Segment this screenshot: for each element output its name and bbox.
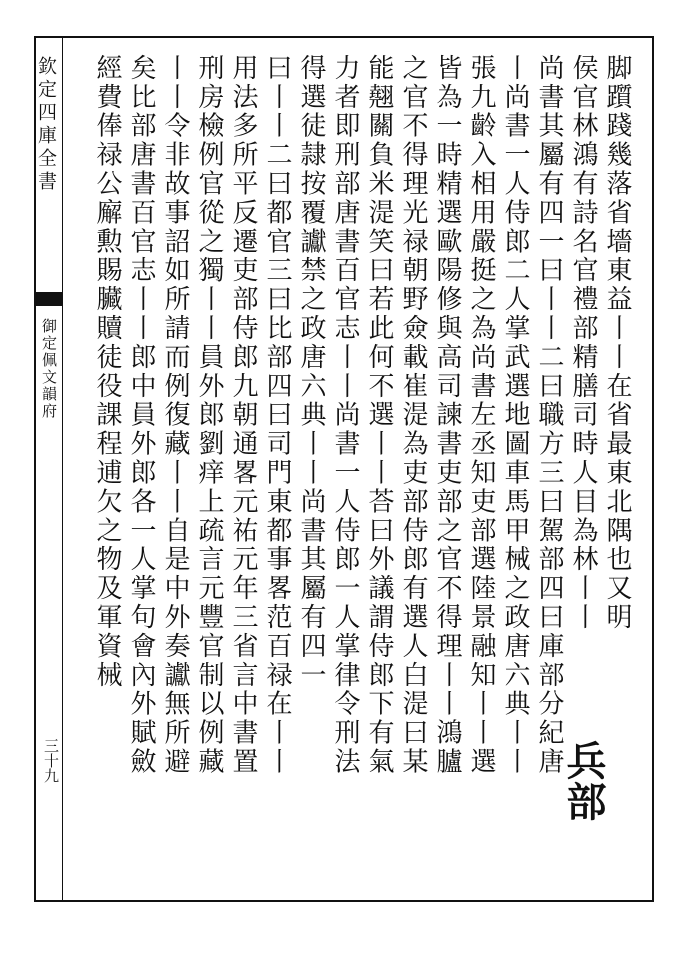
section-heading-bing-bu: 兵部 bbox=[560, 740, 607, 822]
right-border bbox=[652, 36, 654, 902]
text-column-3: 尚書其屬有四一曰丨丨二曰職方三曰駕部四曰庫部分紀唐 bbox=[534, 54, 564, 777]
text-column-15: 矣比部唐書百官志丨丨郎中員外郎各一人掌句會內外賦斂 bbox=[126, 54, 156, 777]
text-column-10: 得選徒隷按覆讞禁之政唐六典丨丨尚書其屬有四一 bbox=[296, 54, 326, 690]
text-column-14: 丨丨令非故事詔如所請而例復藏丨丨自是中外奏讞無所避 bbox=[160, 54, 190, 777]
text-column-6: 皆為一時精選歐陽修與高司諫書吏部之官不得理丨丨鴻臚 bbox=[432, 54, 462, 777]
fish-tail-mark bbox=[34, 292, 62, 306]
text-column-7: 之官不得理光禄朝野僉載崔湜為吏部侍郎有選人白湜曰某 bbox=[398, 54, 428, 777]
text-column-13: 刑房檢例官從之獨丨丨員外郎劉痒上疏言元豐官制以例藏 bbox=[194, 54, 224, 777]
margin-divider bbox=[62, 36, 63, 902]
text-column-1: 脚躓踐幾落省墻東益丨丨在省最東北隅也又明 bbox=[602, 54, 632, 632]
text-column-11: 曰丨丨二曰都官三曰比部四曰司門東都事畧范百禄在丨丨 bbox=[262, 54, 292, 777]
section-bing-bu bbox=[560, 740, 607, 896]
folio-number: 三十九 bbox=[42, 738, 60, 783]
text-column-16: 經費俸禄公廨勲賜臟贖徒役課程逋欠之物及軍資械 bbox=[92, 54, 122, 690]
top-border bbox=[34, 36, 654, 38]
book-subtitle: 御定佩文韻府 bbox=[40, 318, 58, 420]
text-column-5: 張九齡入相用嚴挺之為尚書左丞知吏部選陸景融知丨丨選 bbox=[466, 54, 496, 777]
book-title: 欽定四庫全書 bbox=[35, 56, 57, 194]
column-2-text: 侯官林鴻有詩名官禮部精膳司時人目為林丨丨 bbox=[568, 54, 598, 632]
text-column-12: 用法多所平反遷吏部侍郎九朝通畧元祐元年三省言中書置 bbox=[228, 54, 258, 777]
text-column-8: 能翹關負米湜笑曰若此何不選丨丨荅曰外議謂侍郎下有氣 bbox=[364, 54, 394, 777]
bottom-border bbox=[34, 900, 654, 902]
text-column-9: 力者即刑部唐書百官志丨丨尚書一人侍郎一人掌律令刑法 bbox=[330, 54, 360, 777]
text-column-4: 丨尚書一人侍郎二人掌武選地圖車馬甲械之政唐六典丨丨 bbox=[500, 54, 530, 777]
